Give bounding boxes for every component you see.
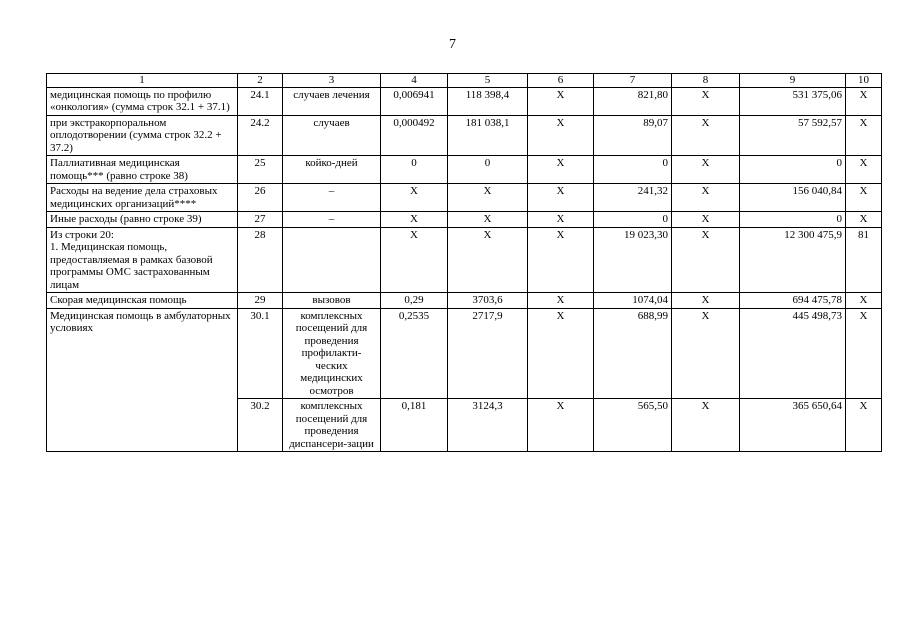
cell-unit: комплексных посещений для проведения профилакти-ческих медицинских осмотров xyxy=(283,308,381,399)
cell-c7: 1074,04 xyxy=(594,293,672,309)
cell-c4: Х xyxy=(381,227,448,293)
table-row xyxy=(47,184,882,212)
row-name: медицинская помощь по профилю «онкология» (сумма строк 32.1 + 37.1) xyxy=(47,87,238,115)
table-row xyxy=(47,87,882,115)
cell-c7: 89,07 xyxy=(594,115,672,156)
cell-c5: Х xyxy=(448,212,528,228)
cell-unit xyxy=(283,227,381,293)
cell-unit: случаев лечения xyxy=(283,87,381,115)
cell-c4: 0 xyxy=(381,156,448,184)
cell-c9: 365 650,64 xyxy=(740,399,846,452)
cell-c8: Х xyxy=(672,227,740,293)
cell-c5: 3703,6 xyxy=(448,293,528,309)
cell-line: 30.2 xyxy=(238,399,283,452)
cell-c9: 57 592,57 xyxy=(740,115,846,156)
cell-c7: 0 xyxy=(594,156,672,184)
cell-unit: – xyxy=(283,184,381,212)
column-header: 5 xyxy=(448,74,528,88)
cell-c4: 0,29 xyxy=(381,293,448,309)
table-row xyxy=(47,212,882,228)
cell-unit: – xyxy=(283,212,381,228)
cell-c10: Х xyxy=(846,184,882,212)
cell-c8: Х xyxy=(672,115,740,156)
cell-c7: 241,32 xyxy=(594,184,672,212)
cell-c7: 821,80 xyxy=(594,87,672,115)
header-row xyxy=(47,74,882,88)
cell-c5: 0 xyxy=(448,156,528,184)
cell-unit: комплексных посещений для проведения диспансери-зации xyxy=(283,399,381,452)
column-header: 3 xyxy=(283,74,381,88)
cell-c8: Х xyxy=(672,293,740,309)
cell-line: 26 xyxy=(238,184,283,212)
cell-c8: Х xyxy=(672,156,740,184)
cell-c5: 3124,3 xyxy=(448,399,528,452)
cell-c9: 0 xyxy=(740,212,846,228)
cell-c10: Х xyxy=(846,293,882,309)
cell-c5: Х xyxy=(448,227,528,293)
table-row xyxy=(47,156,882,184)
column-header: 9 xyxy=(740,74,846,88)
cell-c10: 81 xyxy=(846,227,882,293)
cell-c5: 118 398,4 xyxy=(448,87,528,115)
cell-c9: 156 040,84 xyxy=(740,184,846,212)
cell-c10: Х xyxy=(846,115,882,156)
table-row xyxy=(47,115,882,156)
cell-c5: 2717,9 xyxy=(448,308,528,399)
column-header: 4 xyxy=(381,74,448,88)
cell-c7: 688,99 xyxy=(594,308,672,399)
cell-c9: 0 xyxy=(740,156,846,184)
cell-unit: случаев xyxy=(283,115,381,156)
column-header: 1 xyxy=(47,74,238,88)
row-name: Скорая медицинская помощь xyxy=(47,293,238,309)
row-name: Расходы на ведение дела страховых медицинских организаций**** xyxy=(47,184,238,212)
column-header: 2 xyxy=(238,74,283,88)
cell-c9: 445 498,73 xyxy=(740,308,846,399)
table-row xyxy=(47,293,882,309)
cell-c4: 0,000492 xyxy=(381,115,448,156)
cell-c8: Х xyxy=(672,184,740,212)
cell-c6: Х xyxy=(528,212,594,228)
cell-c9: 12 300 475,9 xyxy=(740,227,846,293)
cell-line: 24.2 xyxy=(238,115,283,156)
cell-c10: Х xyxy=(846,87,882,115)
column-header: 8 xyxy=(672,74,740,88)
cell-c8: Х xyxy=(672,212,740,228)
table-row xyxy=(47,308,882,399)
cell-c6: Х xyxy=(528,293,594,309)
cell-c8: Х xyxy=(672,87,740,115)
cell-line: 24.1 xyxy=(238,87,283,115)
cell-c6: Х xyxy=(528,87,594,115)
cell-unit: вызовов xyxy=(283,293,381,309)
row-name: при экстракорпоральном оплодотворении (сумма строк 32.2 + 37.2) xyxy=(47,115,238,156)
cell-c7: 565,50 xyxy=(594,399,672,452)
cell-c4: 0,2535 xyxy=(381,308,448,399)
page-number: 7 xyxy=(449,37,456,52)
cell-c6: Х xyxy=(528,308,594,399)
cell-c8: Х xyxy=(672,308,740,399)
cell-c6: Х xyxy=(528,399,594,452)
cell-c10: Х xyxy=(846,156,882,184)
row-name: Медицинская помощь в амбулаторных условиях xyxy=(47,308,238,452)
cell-c5: Х xyxy=(448,184,528,212)
cell-c8: Х xyxy=(672,399,740,452)
cell-unit: койко-дней xyxy=(283,156,381,184)
cell-c7: 19 023,30 xyxy=(594,227,672,293)
row-name: Иные расходы (равно строке 39) xyxy=(47,212,238,228)
cell-c7: 0 xyxy=(594,212,672,228)
cell-c5: 181 038,1 xyxy=(448,115,528,156)
cell-c6: Х xyxy=(528,184,594,212)
cell-c9: 531 375,06 xyxy=(740,87,846,115)
cell-c9: 694 475,78 xyxy=(740,293,846,309)
column-header: 7 xyxy=(594,74,672,88)
cell-c10: Х xyxy=(846,308,882,399)
cell-c6: Х xyxy=(528,227,594,293)
cell-c4: 0,181 xyxy=(381,399,448,452)
cell-line: 27 xyxy=(238,212,283,228)
column-header: 10 xyxy=(846,74,882,88)
column-header: 6 xyxy=(528,74,594,88)
cell-c10: Х xyxy=(846,212,882,228)
cell-line: 28 xyxy=(238,227,283,293)
cell-c6: Х xyxy=(528,156,594,184)
row-name: Паллиативная медицинская помощь*** (равно строке 38) xyxy=(47,156,238,184)
cell-c4: Х xyxy=(381,184,448,212)
cell-c4: Х xyxy=(381,212,448,228)
cell-c10: Х xyxy=(846,399,882,452)
row-name: Из строки 20: 1. Медицинская помощь, предоставляемая в рамках базовой программы ОМС застрахованным лицам xyxy=(47,227,238,293)
cell-line: 25 xyxy=(238,156,283,184)
cell-c6: Х xyxy=(528,115,594,156)
cell-line: 30.1 xyxy=(238,308,283,399)
cell-line: 29 xyxy=(238,293,283,309)
table-body xyxy=(47,87,882,452)
table-row xyxy=(47,227,882,293)
cell-c4: 0,006941 xyxy=(381,87,448,115)
financial-table xyxy=(46,73,882,452)
